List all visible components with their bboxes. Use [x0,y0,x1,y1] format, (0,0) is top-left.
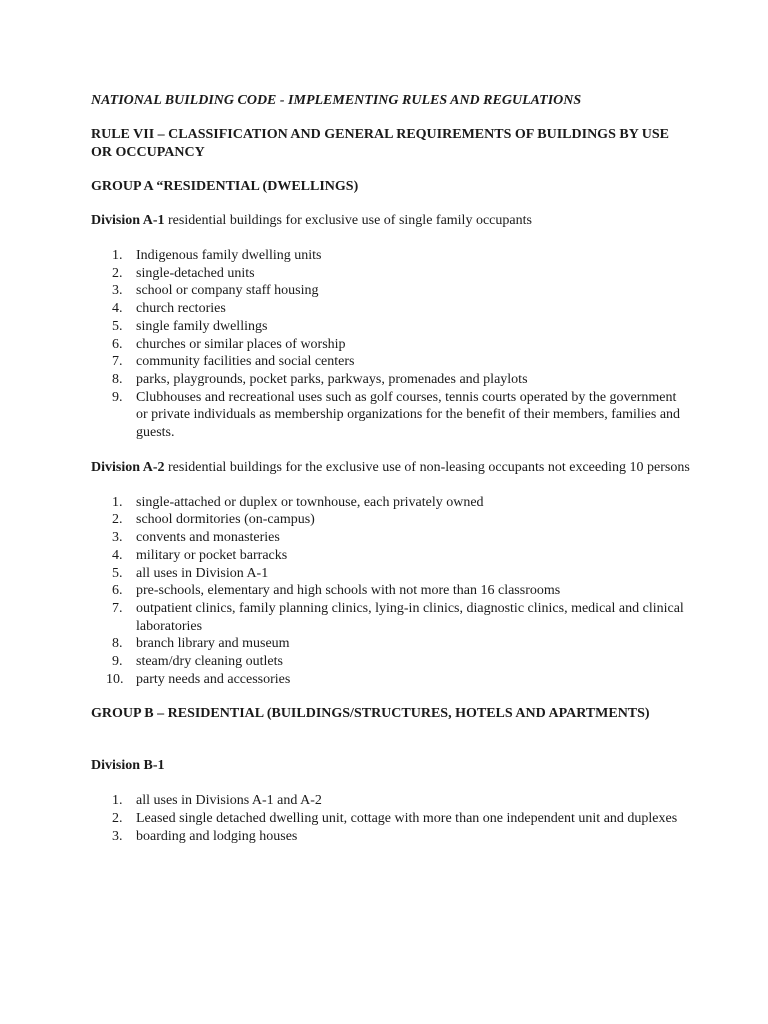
division-a1-list [91,247,691,442]
division-b1-intro [91,757,691,775]
list-item: 9. Clubhouses and recreational uses such as golf courses, tennis courts operated by the government or private individuals as membership organizations for the benefit of their members, families and guests. [112,389,681,441]
list-item: 4. church rectories [112,301,226,317]
document-page [91,92,691,863]
list-item: 6. churches or similar places of worship [112,336,346,352]
division-a2-label: Division A-2 [91,459,165,475]
list-item: 6. pre-schools, elementary and high schools with not more than 16 classrooms [112,583,561,599]
list-item: 1. Indigenous family dwelling units [112,248,322,263]
list-item: 1. all uses in Divisions A-1 and A-2 [112,793,322,809]
list-item: 7. community facilities and social centers [112,354,355,370]
division-a2-intro [91,459,691,477]
list-item: 1. single-attached or duplex or townhouse, each privately owned [112,494,484,510]
division-a1-label: Division A-1 [91,213,165,228]
division-a2-list [91,494,691,689]
list-item: 8. branch library and museum [112,636,290,652]
list-item: 2. Leased single detached dwelling unit, cottage with more than one independent unit and duplexes [112,811,678,827]
list-item: 4. military or pocket barracks [112,547,288,563]
division-a1-intro [91,212,691,230]
document-title: NATIONAL BUILDING CODE - IMPLEMENTING RULES AND REGULATIONS [91,93,582,108]
division-a2-text: residential buildings for the exclusive use of non-leasing occupants not exceeding 10 persons [164,459,690,475]
rule-heading: RULE VII – CLASSIFICATION AND GENERAL REQUIREMENTS OF BUILDINGS BY USE OR OCCUPANCY [91,127,670,160]
list-item: 3. convents and monasteries [112,530,280,546]
list-item: 5. single family dwellings [112,318,268,334]
division-a1-text: residential buildings for exclusive use of single family occupants [164,213,532,228]
list-item: 8. parks, playgrounds, pocket parks, parkways, promenades and playlots [112,371,528,387]
list-item: 2. school dormitories (on-campus) [112,512,315,528]
group-b-heading: GROUP B – RESIDENTIAL (BUILDINGS/STRUCTURES, HOTELS AND APARTMENTS) [91,706,650,722]
division-b1-list [91,792,691,845]
list-item: 2. single-detached units [112,265,255,281]
list-item: 9. steam/dry cleaning outlets [112,654,283,670]
list-item: 3. boarding and lodging houses [112,828,298,844]
list-item: 7. outpatient clinics, family planning clinics, lying-in clinics, diagnostic clinics, medical and clinical laboratories [112,600,684,634]
list-item: 10. party needs and accessories [106,671,291,687]
list-item: 3. school or company staff housing [112,283,319,299]
group-a-heading: GROUP A “RESIDENTIAL (DWELLINGS) [91,179,359,194]
list-item: 5. all uses in Division A-1 [112,565,269,581]
division-b1-label: Division B-1 [91,758,165,774]
